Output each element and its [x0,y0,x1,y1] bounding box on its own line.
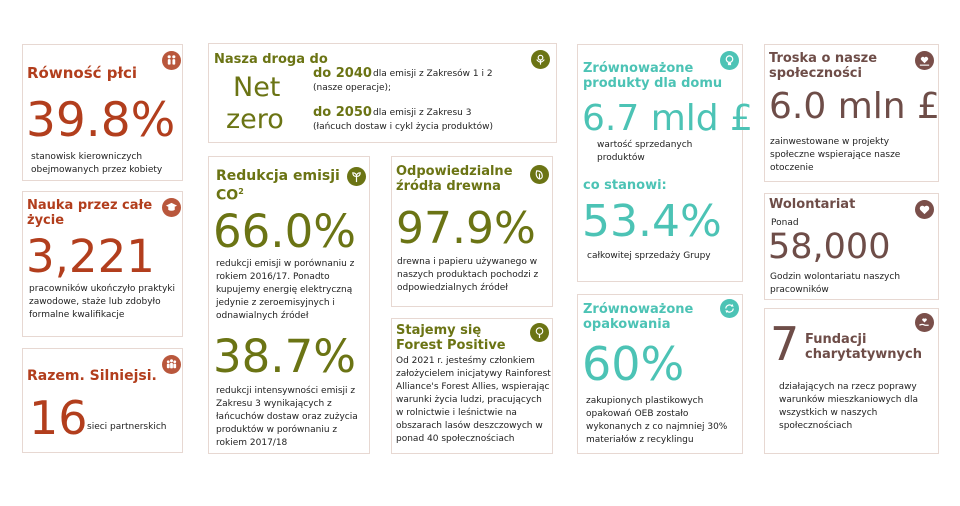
charity-card [764,308,939,454]
products-value: 6.7 mld £ [582,98,753,139]
lifelong-learning-card [22,191,183,337]
graduation-cap-icon [162,198,181,217]
packaging-desc: zakupionych plastikowych opakowań OEB zostało wykonanych z co najmniej 30% materiałów z recyklingu [586,396,728,445]
plant-icon [347,167,366,186]
sustainable-products-card [577,44,753,282]
stronger-value: 16 [29,391,88,445]
wood-card [391,156,553,307]
volunteer-desc: Godzin wolontariatu naszych pracowników [770,272,901,295]
flower-icon [531,50,550,69]
volunteer-title: Wolontariat [769,197,856,212]
learning-desc: pracowników ukończyło praktyki zawodowe, staże lub zdobyło formalne kwalifikacje [29,284,176,320]
charity-value: 7 [770,317,800,371]
gender-desc: stanowisk kierowniczych obejmowanych przez kobiety [31,152,163,175]
emissions-desc-1: redukcji emisji w porównaniu z rokiem 2016/17. Ponadto kupujemy energię elektryczną jedynie z zeroemisyjnych i odnawialnych źródeł [216,259,355,321]
netzero-year-1-desc-2: (nasze operacje); [313,83,392,93]
emissions-title-co-text: CO [216,187,239,204]
netzero-big-1: Net [233,72,281,103]
products-title: Zrównoważone produkty dla domu [583,61,723,91]
netzero-big-2: zero [226,104,284,135]
emissions-card [208,156,370,454]
netzero-title: Nasza droga do [214,52,328,67]
volunteer-value: 58,000 [768,227,891,267]
gender-value: 39.8% [26,93,176,148]
community-card [764,44,939,182]
netzero-year-1-desc: dla emisji z Zakresów 1 i 2 [373,69,493,79]
community-title: Troska o nasze społeczności [769,51,878,81]
leaf-icon [530,165,549,184]
products-value-2: 53.4% [582,196,722,247]
emissions-title: Redukcja emisji [216,168,340,184]
wood-desc: drewna i papieru używanego w naszych produktach pochodzi z odpowiedzialnych źródeł [397,257,539,293]
stronger-title: Razem. Silniejsi. [27,368,157,384]
emissions-desc-2: redukcji intensywności emisji z Zakresu 3 wynikających z łańcuchów dostaw oraz zużycia produktów w porównaniu z rokiem 2017/18 [216,386,358,448]
stronger-desc: sieci partnerskich [87,422,167,432]
products-desc-2: całkowitej sprzedaży Grupy [587,251,711,261]
forest-desc: Od 2021 r. jesteśmy członkiem założycielem inicjatywy Rainforest Alliance's Forest Allies, wspierając warunki życia ludzi, pracujących w rolnictwie i leśnictwie na obszarach lasów deszczowych w ponad 40 społecznościach [396,356,551,444]
giving-hand-icon [915,313,934,332]
packaging-title: Zrównoważone opakowania [583,302,694,332]
learning-value: 3,221 [26,230,155,283]
recycle-icon [720,299,739,318]
gender-title: Równość płci [27,64,138,82]
stronger-together-card [22,348,183,453]
netzero-year-1: do 2040 [313,66,372,81]
emissions-value-2: 38.7% [213,330,356,383]
heart-hand-icon [915,51,934,70]
products-desc: wartość sprzedanych produktów [597,140,693,163]
tree-icon [530,323,549,342]
volunteering-card [764,193,939,300]
charity-title: Fundacji charytatywnych [805,332,922,362]
emissions-title-sup: 2 [238,187,244,196]
heart-icon [915,200,934,219]
charity-desc: działających na rzecz poprawy warunków mieszkaniowych dla wszystkich w naszych społecznościach [779,382,919,431]
products-sub: co stanowi: [583,178,667,193]
gender-equality-card [22,44,183,181]
wood-value: 97.9% [396,203,536,254]
net-zero-card [208,43,557,143]
forest-positive-card [391,318,553,454]
netzero-year-2-desc: dla emisji z Zakresu 3 [373,108,472,118]
people-icon [162,51,181,70]
learning-title: Nauka przez całe życie [27,198,153,228]
netzero-year-2: do 2050 [313,105,372,120]
wood-title: Odpowiedzialne źródła drewna [396,164,513,194]
packaging-card [577,294,743,454]
community-desc: zainwestowane w projekty społeczne wspierające nasze otoczenie [770,137,901,173]
forest-title: Stajemy się Forest Positive [396,323,506,353]
packaging-value: 60% [582,337,685,391]
emissions-title-co [216,188,244,204]
volunteer-prefix: Ponad [771,218,799,228]
netzero-year-2-desc-2: (łańcuch dostaw i cykl życia produktów) [313,122,493,132]
emissions-value-1: 66.0% [213,205,356,258]
community-value: 6.0 mln £ [769,86,940,127]
group-icon [162,355,181,374]
